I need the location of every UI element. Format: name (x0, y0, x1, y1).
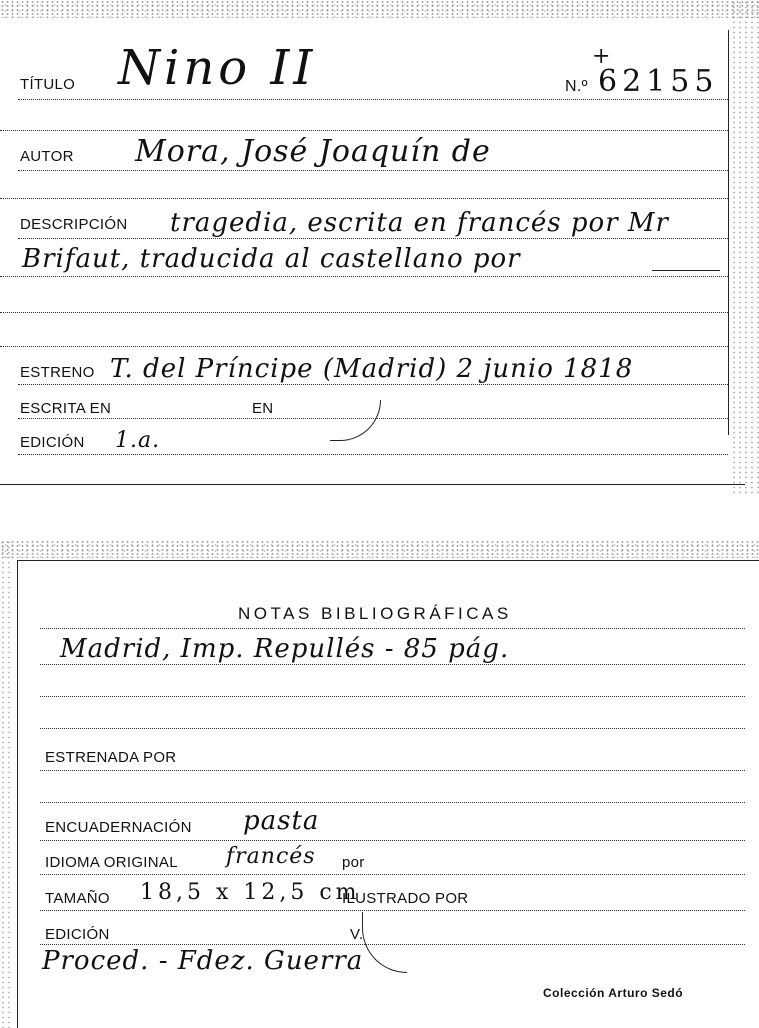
en-label: EN (252, 400, 274, 417)
edicion-label-2: EDICIÓN (45, 926, 110, 943)
ruled-line (0, 130, 728, 131)
tamano-label: TAMAÑO (45, 890, 110, 907)
card-left-border (17, 560, 18, 1028)
edicion-value: 1.a. (115, 428, 161, 453)
encuadernacion-label: ENCUADERNACIÓN (45, 819, 192, 836)
numero-label: N.º (565, 78, 588, 95)
card-top-border (17, 560, 759, 561)
descripcion-label: DESCRIPCIÓN (20, 216, 128, 233)
ruled-line (40, 802, 745, 803)
titulo-label: TÍTULO (20, 76, 76, 93)
numero-mark: + (592, 44, 612, 69)
descripcion-line1: tragedia, escrita en francés por Mr (170, 208, 669, 238)
catalog-card-bottom (0, 540, 759, 1028)
ruled-line (40, 874, 745, 875)
descripcion-line2: Brifaut, traducida al castellano por (22, 244, 521, 274)
edicion-label: EDICIÓN (20, 434, 85, 451)
idioma-label: IDIOMA ORIGINAL (45, 854, 178, 871)
estreno-value: T. del Príncipe (Madrid) 2 junio 1818 (110, 354, 634, 384)
catalog-card-top (0, 0, 759, 495)
estreno-line (18, 384, 728, 385)
idioma-value: francés (226, 844, 316, 869)
titulo-line (18, 99, 728, 100)
ruled-line (40, 944, 745, 945)
notas-value: Madrid, Imp. Repullés - 85 pág. (60, 634, 510, 664)
card-right-border (728, 30, 729, 435)
card-edge-texture (0, 0, 759, 18)
ruled-line (0, 276, 728, 277)
notas-title: NOTAS BIBLIOGRÁFICAS (238, 604, 512, 623)
dash-line (652, 270, 720, 271)
v-label: V. (350, 926, 364, 943)
encuadernacion-value: pasta (243, 806, 320, 836)
estrenada-label: ESTRENADA POR (45, 749, 177, 766)
procedencia-value: Proced. - Fdez. Guerra (42, 946, 364, 976)
descripcion-line (18, 238, 728, 239)
ruled-line (0, 312, 728, 313)
card-edge-texture (0, 540, 759, 558)
estreno-label: ESTRENO (20, 364, 95, 381)
numero-value: 62155 (598, 64, 719, 99)
card-edge-texture-right (731, 0, 759, 495)
tamano-value: 18,5 x 12,5 cm (140, 880, 361, 905)
autor-line (18, 170, 728, 171)
ruled-line (0, 346, 728, 347)
stamp-mark (362, 912, 407, 973)
ruled-line (0, 198, 728, 199)
card-bottom-edge (0, 484, 745, 485)
ruled-line (40, 910, 745, 911)
autor-label: AUTOR (20, 148, 74, 165)
ilustrado-label: ILUSTRADO POR (342, 890, 469, 907)
coleccion-credit: Colección Arturo Sedó (543, 986, 684, 1000)
ruled-line (40, 664, 745, 665)
ruled-line (40, 770, 745, 771)
ruled-line (40, 840, 745, 841)
titulo-value: Nino II (118, 40, 317, 96)
stamp-mark (330, 400, 381, 441)
autor-value: Mora, José Joaquín de (135, 134, 491, 169)
ruled-line (40, 628, 745, 629)
escrita-en-label: ESCRITA EN (20, 400, 112, 417)
ruled-line (40, 728, 745, 729)
card-edge-texture-left (0, 540, 14, 1028)
ruled-line (40, 696, 745, 697)
edicion-line (18, 454, 728, 455)
por-label: por (342, 854, 365, 871)
